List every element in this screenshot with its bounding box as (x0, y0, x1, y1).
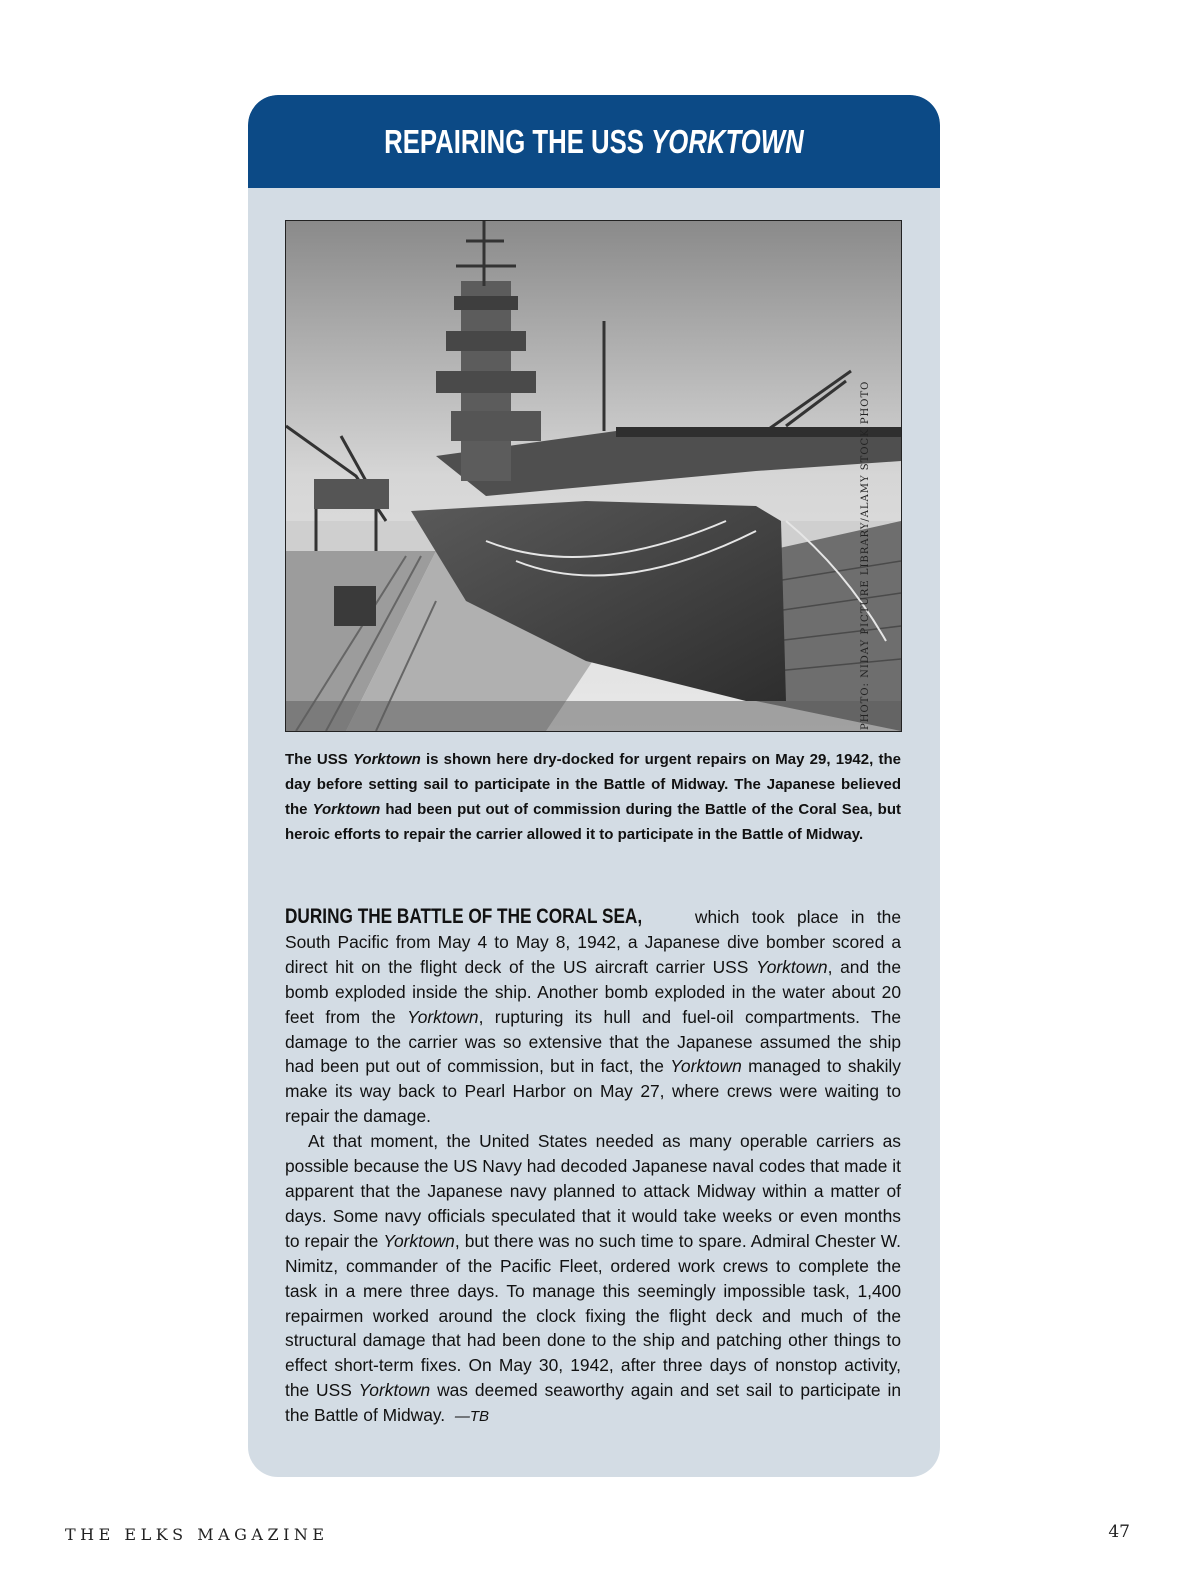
sidebar-header (248, 95, 940, 188)
caption-text: is shown here dry-docked for urgent repairs on May 29, 1942, the day before setting sail to participate in the Battle of Midway. The Japanese believed the (285, 751, 901, 818)
body-text: was deemed seaworthy again and set sail to participate in the Battle of Midway. (285, 1380, 902, 1426)
photo-caption (285, 747, 901, 847)
title-ship-name: YORKTOWN (651, 122, 804, 160)
caption-text: The USS (285, 751, 353, 768)
body-text: , and the bomb exploded inside the ship. Another bomb exploded in the water about 20 feet from the (285, 956, 901, 1027)
page-number: 47 (1108, 1522, 1130, 1542)
ship-name: Yorktown (670, 1056, 742, 1077)
ship-photo (285, 220, 902, 732)
body-text: At that moment, the United States needed as many operable carriers as possible because the US Navy had decoded Japanese naval codes that made it apparent that the Japanese navy planned to attack Midway within a matter of days. Some navy officials speculated that it would take weeks or even months to repair the (285, 1131, 901, 1251)
ship-name: Yorktown (383, 1230, 455, 1251)
body-text: , rupturing its hull and fuel-oil compartments. The damage to the carrier was so extensive that the Japanese assumed the ship had been put out of commission, but in fact, the (285, 1006, 901, 1077)
caption-ship-name: Yorktown (352, 751, 421, 768)
article-body (285, 905, 901, 1430)
body-paragraph (285, 905, 901, 1129)
caption-text: had been put out of commission during the Battle of the Coral Sea, but heroic efforts to repair the carrier allowed it to participate in the Battle of Midway. (285, 801, 901, 843)
photo-credit: PHOTO: NIDAY PICTURE LIBRARY/ALAMY STOCK PHOTO (860, 380, 871, 730)
body-text: which took place in the South Pacific from May 4 to May 8, 1942, a Japanese dive bomber scored a direct hit on the flight deck of the US aircraft carrier USS (285, 907, 901, 977)
body-text: , but there was no such time to spare. Admiral Chester W. Nimitz, commander of the Pacific Fleet, ordered work crews to complete the task in a mere three days. To manage this seemingly impossible task, 1,400 repairmen worked around the clock fixing the flight deck and much of the structural damage that had been done to the ship and patching other things to effect short-term fixes. On May 30, 1942, after three days of nonstop activity, the USS (285, 1230, 901, 1401)
title-prefix: REPAIRING THE USS (384, 122, 652, 160)
ship-name: Yorktown (756, 956, 828, 977)
lead-in: DURING THE BATTLE OF THE CORAL SEA, (285, 905, 643, 928)
ship-name: Yorktown (407, 1006, 479, 1027)
sidebar-box (248, 95, 940, 1477)
author-signature: —TB (454, 1408, 489, 1426)
sidebar-title (384, 123, 804, 161)
caption-ship-name: Yorktown (312, 801, 381, 818)
ship-name: Yorktown (358, 1380, 431, 1401)
magazine-name: THE ELKS MAGAZINE (65, 1525, 329, 1544)
body-paragraph (285, 1129, 901, 1430)
body-text: managed to shakily make its way back to Pearl Harbor on May 27, where crews were waiting to repair the damage. (285, 1056, 901, 1127)
aircraft-carrier-drydock-photo-icon (286, 221, 901, 731)
